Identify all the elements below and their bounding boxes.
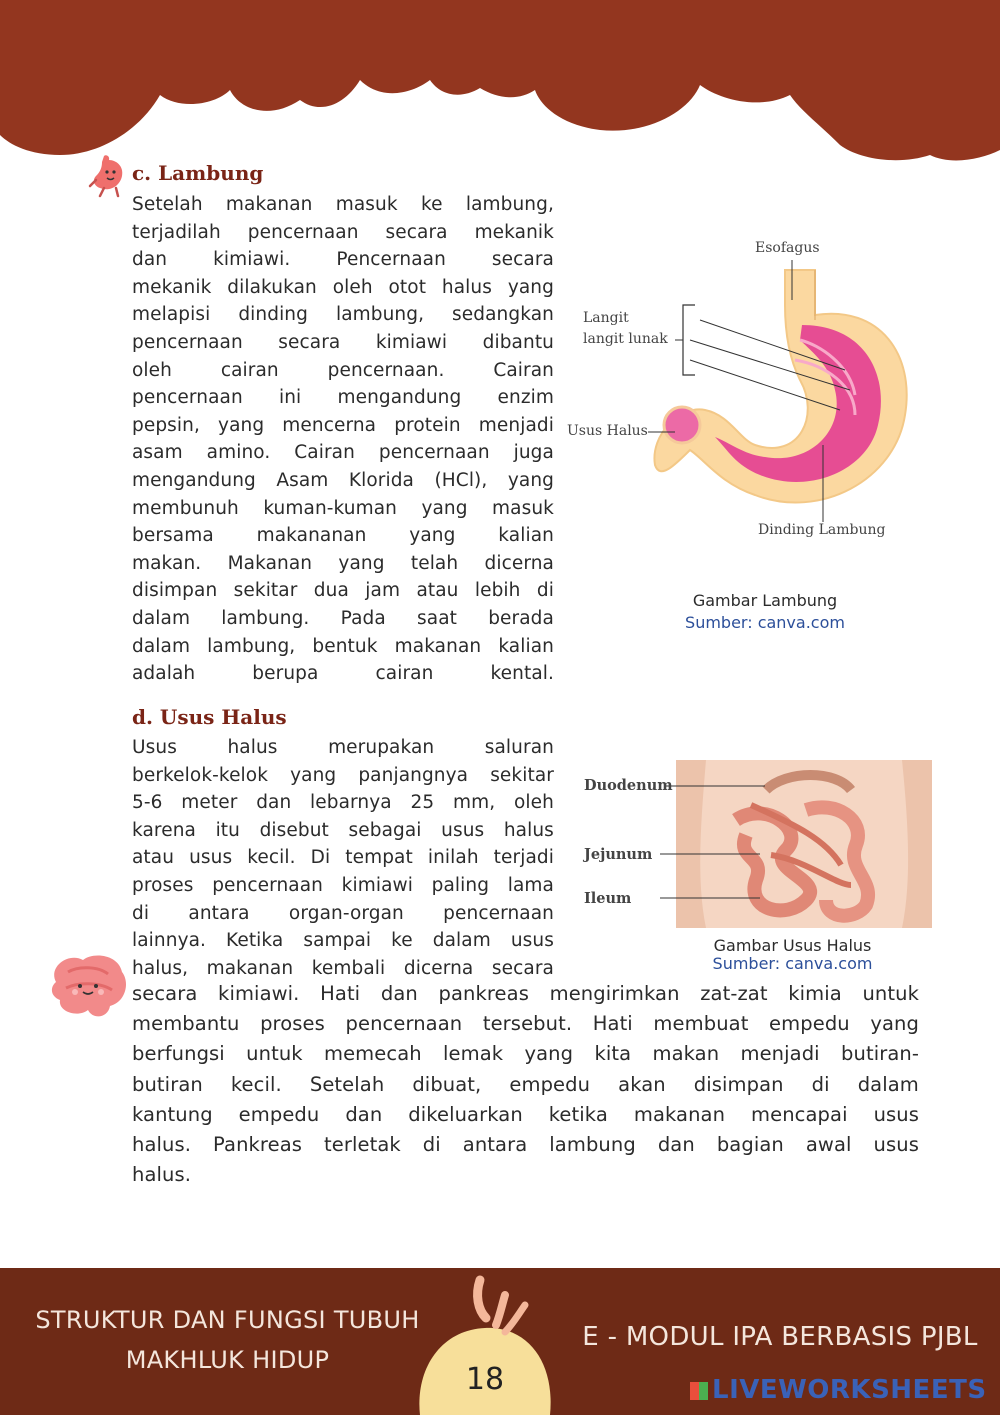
text-line (132, 762, 554, 790)
text-line (132, 522, 554, 550)
word: saat (417, 607, 457, 629)
word: oleh (513, 792, 554, 814)
intestine-mascot-icon (48, 952, 130, 1022)
word: antara (462, 1133, 528, 1157)
word: Di (310, 847, 331, 869)
word: Asam (276, 469, 329, 491)
word: mencerna (282, 414, 377, 436)
word: membantu (132, 1012, 240, 1036)
text-line (132, 633, 554, 661)
word: secara (278, 331, 341, 353)
word: kantung (132, 1102, 213, 1126)
text-line (132, 817, 554, 845)
word: masuk (492, 497, 554, 519)
word: oleh (132, 359, 172, 381)
word: enzim (497, 387, 554, 409)
footer-left-line: MAKHLUK HIDUP (125, 1346, 330, 1374)
word: organ-organ (288, 902, 404, 924)
word: dicerna (484, 552, 554, 574)
word: halus (227, 737, 278, 758)
word: pankreas (438, 982, 529, 1005)
section-d-heading: d. Usus Halus (132, 705, 287, 729)
word: dalam (132, 607, 191, 629)
word: makan (652, 1042, 720, 1066)
word: berada (488, 607, 554, 629)
word: ini (278, 387, 302, 409)
word: bagian (716, 1133, 784, 1157)
text-line (132, 439, 554, 467)
text-line (132, 467, 554, 495)
label-usus-halus: Usus Halus (567, 423, 648, 439)
label-ileum: Ileum (584, 890, 632, 907)
word: pencernaan (378, 442, 490, 464)
word: pencernaan (345, 1012, 463, 1036)
word: kimiawi (341, 874, 413, 896)
word: secara (132, 982, 198, 1005)
word: sekitar (490, 764, 554, 786)
section-c-paragraph (132, 191, 554, 688)
word: lebih (474, 580, 521, 602)
text-line (132, 495, 554, 523)
footer-left-line: STRUKTUR DAN FUNGSI TUBUH (35, 1306, 420, 1334)
word: di (536, 580, 554, 602)
word: dibantu (482, 331, 554, 353)
word: halus (503, 819, 554, 841)
word: usus (189, 847, 233, 869)
intestine-caption (680, 937, 905, 973)
word: terjadilah (132, 221, 221, 243)
word: lemak (443, 1042, 504, 1066)
word: dikeluarkan (408, 1102, 523, 1126)
word: membunuh (132, 497, 239, 519)
word: pencernaan (443, 902, 554, 924)
word: proses (132, 874, 194, 896)
text-line (132, 301, 554, 329)
word: pencernaan (132, 331, 243, 353)
word: masuk (335, 194, 398, 215)
word: usus (441, 819, 485, 841)
word: panjangnya (358, 764, 469, 786)
word: kita (594, 1042, 632, 1066)
word: saluran (484, 737, 554, 758)
word: akan (618, 1072, 666, 1096)
word: itu (215, 819, 240, 841)
word: Hati (592, 1012, 633, 1036)
word: dilakukan (227, 276, 317, 298)
word: makanan (225, 194, 313, 215)
intestine-leader-lines (660, 780, 790, 910)
word: sekitar (233, 580, 298, 602)
word: oleh (332, 276, 373, 298)
word: cairan (220, 359, 279, 381)
section-d-paragraph (132, 734, 554, 982)
word: mekanik (474, 221, 554, 243)
text-line (132, 191, 554, 219)
word: pencernaan (247, 221, 359, 243)
footer-subject-title (0, 1300, 455, 1380)
word: tempat (345, 847, 413, 869)
word: dan (380, 982, 418, 1005)
word: kimiawi (375, 331, 448, 353)
text-line (132, 246, 554, 274)
word: yang (524, 1042, 574, 1066)
word: usus (873, 1102, 919, 1126)
word: yang (870, 1012, 919, 1036)
word: disebut (259, 819, 329, 841)
caption-source: Sumber: canva.com (685, 613, 845, 632)
word: mekanik (132, 276, 212, 298)
text-line (132, 550, 554, 578)
text-line (132, 1009, 919, 1039)
label-langit: Langit (583, 310, 629, 326)
text-line: adalah berupa cairan kental. (132, 663, 554, 685)
word: kimia (788, 982, 842, 1005)
word: yang (290, 764, 337, 786)
word: dinding (238, 304, 308, 326)
word: paling (431, 874, 490, 896)
word: lambung, (207, 635, 296, 657)
word: meter (181, 792, 238, 814)
word: antara (188, 902, 250, 924)
word: makanan (633, 1102, 726, 1126)
word: ke (391, 930, 413, 952)
word: yang (338, 552, 385, 574)
word: untuk (246, 1042, 303, 1066)
section-c-heading: c. Lambung (132, 161, 264, 185)
word: untuk (862, 982, 919, 1005)
section-d-continued (132, 979, 919, 1190)
word: inilah (427, 847, 479, 869)
stomach-mascot-icon (86, 152, 132, 198)
word: dalam (132, 635, 191, 657)
word: pencernaan (132, 387, 243, 409)
word: empedu (769, 1012, 850, 1036)
text-line (132, 844, 554, 872)
text-line (132, 1130, 919, 1160)
label-duodenum: Duodenum (584, 777, 673, 794)
word: ke (420, 194, 443, 215)
label-dinding-lambung: Dinding Lambung (758, 522, 886, 538)
text-line (132, 789, 554, 817)
word: karena (132, 819, 196, 841)
text-line (132, 357, 554, 385)
stomach-leader-lines (560, 240, 900, 540)
word: melapisi (132, 304, 211, 326)
word: mengirimkan (549, 982, 680, 1005)
word: makanan (394, 635, 482, 657)
word: Setelah (132, 194, 203, 215)
word: bersama (132, 525, 214, 547)
word: butiran (132, 1072, 203, 1096)
text-line (132, 577, 554, 605)
word: Ketika (226, 930, 284, 952)
word: mencapai (751, 1102, 848, 1126)
word: Pencernaan (336, 249, 446, 271)
word: protein (394, 414, 461, 436)
text-line (132, 412, 554, 440)
label-jejunum: Jejunum (584, 846, 653, 863)
word: ketika (548, 1102, 608, 1126)
footer-module-title: E - MODUL IPA BERBASIS PJBL (582, 1322, 978, 1352)
text-line (132, 872, 554, 900)
word: telah (410, 552, 459, 574)
word: lambung, (335, 304, 425, 326)
text-line (132, 1070, 919, 1100)
word: berkelok-kelok (132, 764, 269, 786)
label-esofagus: Esofagus (755, 240, 820, 256)
word: lambung (549, 1133, 636, 1157)
word: yang (409, 525, 456, 547)
word: menjadi (740, 1042, 820, 1066)
word: lambung, (465, 194, 554, 215)
word: memecah (323, 1042, 422, 1066)
word: dalam (432, 930, 491, 952)
word: mm, (453, 792, 496, 814)
word: Hati (320, 982, 361, 1005)
word: di (811, 1072, 830, 1096)
text-line (132, 329, 554, 357)
word: Makanan (227, 552, 313, 574)
word: halus (441, 276, 492, 298)
word: (HCl), (434, 469, 488, 491)
word: di (132, 902, 150, 924)
top-banner (0, 0, 1000, 170)
word: menjadi (478, 414, 554, 436)
word: membuat (653, 1012, 749, 1036)
word: di (422, 1133, 441, 1157)
text-line: halus. (132, 1163, 192, 1187)
word: lama (507, 874, 554, 896)
word: kalian (498, 635, 554, 657)
word: bentuk (312, 635, 378, 657)
word: Pankreas (213, 1133, 303, 1157)
text-line (132, 1100, 919, 1130)
word: kimiawi. (213, 249, 291, 271)
word: proses (260, 1012, 325, 1036)
liveworksheets-watermark: LIVEWORKSHEETS (690, 1375, 987, 1405)
word: empedu (238, 1102, 320, 1126)
word: mengandung (337, 387, 462, 409)
text-line (132, 927, 554, 955)
word: yang (507, 469, 554, 491)
word: dua (313, 580, 349, 602)
word: kalian (498, 525, 554, 547)
word: secara (491, 249, 554, 271)
label-langit-lunak: langit lunak (583, 331, 668, 347)
word: pepsin, (132, 414, 200, 436)
word: lebarnya (310, 792, 392, 814)
word: empedu (509, 1072, 591, 1096)
word: Pada (340, 607, 386, 629)
word: usus (510, 930, 554, 952)
word: makan. (132, 552, 202, 574)
text-line (132, 979, 919, 1009)
word: dibuat, (412, 1072, 482, 1096)
liveworksheets-logo-icon (690, 1382, 708, 1400)
word: Setelah (309, 1072, 385, 1096)
text-line (132, 274, 554, 302)
word: zat-zat (700, 982, 768, 1005)
word: dan (132, 249, 168, 271)
word: pencernaan (212, 874, 323, 896)
word: asam (132, 442, 183, 464)
word: makananan (256, 525, 367, 547)
word: dan (256, 792, 292, 814)
word: halus. (132, 1133, 192, 1157)
stomach-caption (650, 590, 880, 634)
word: lainnya. (132, 930, 207, 952)
word: otot (388, 276, 427, 298)
page-number: 18 (465, 1362, 505, 1397)
word: Cairan (493, 359, 554, 381)
word: jam (365, 580, 401, 602)
word: atau (416, 580, 459, 602)
text-line (132, 384, 554, 412)
caption-title: Gambar Lambung (692, 591, 838, 610)
word: 25 (410, 792, 435, 814)
word: disimpan (693, 1072, 784, 1096)
word: 5-6 (132, 792, 163, 814)
text-line (132, 900, 554, 928)
text-line (132, 734, 554, 762)
word: yang (507, 276, 554, 298)
word: terletak (324, 1133, 401, 1157)
word: tersebut. (482, 1012, 573, 1036)
word: yang (218, 414, 265, 436)
caption-source: Sumber: canva.com (712, 954, 873, 973)
word: lambung. (221, 607, 310, 629)
word: atau (132, 847, 175, 869)
word: kimiawi. (218, 982, 300, 1005)
word: terjadi (493, 847, 554, 869)
word: dan (657, 1133, 695, 1157)
word: Cairan (294, 442, 355, 464)
word: secara (385, 221, 448, 243)
word: dan (345, 1102, 383, 1126)
word: sebagai (348, 819, 422, 841)
word: kecil. (247, 847, 296, 869)
word: Usus (132, 737, 177, 758)
word: sedangkan (452, 304, 554, 326)
word: pencernaan. (327, 359, 445, 381)
text-line: halus, makanan kembali dicerna secara (132, 957, 554, 979)
word: berfungsi (132, 1042, 225, 1066)
word: awal (805, 1133, 852, 1157)
word: sampai (303, 930, 372, 952)
word: Klorida (348, 469, 414, 491)
text-line (132, 605, 554, 633)
word: butiran- (841, 1042, 919, 1066)
word: juga (513, 442, 554, 464)
word: amino. (206, 442, 271, 464)
word: disimpan (132, 580, 218, 602)
word: merupakan (328, 737, 435, 758)
text-line (132, 219, 554, 247)
text-line (132, 1039, 919, 1069)
word: usus (873, 1133, 919, 1157)
caption-title: Gambar Usus Halus (713, 936, 872, 955)
word: dalam (857, 1072, 919, 1096)
word: yang (421, 497, 468, 519)
word: kecil. (230, 1072, 282, 1096)
word: mengandung (132, 469, 256, 491)
word: kuman-kuman (263, 497, 397, 519)
